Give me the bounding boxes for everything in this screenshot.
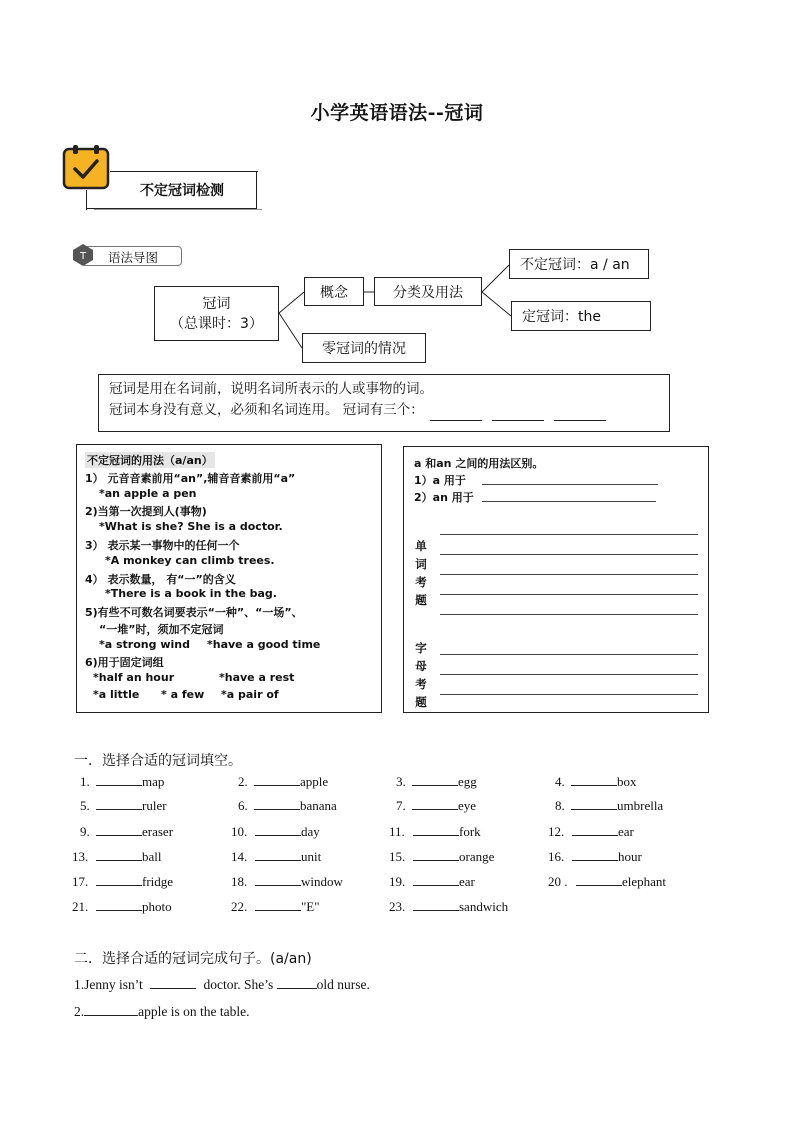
sentence-2 [74, 1003, 249, 1020]
sentence-1-part-c: old nurse. [316, 977, 370, 992]
section-label: 不定冠词检测 [140, 183, 224, 199]
item-number: 23. [389, 899, 406, 914]
item-number: 21. [72, 899, 89, 914]
usage-example-2: *What is she? She is a doctor. [99, 520, 283, 533]
item-word: egg [458, 774, 477, 789]
item-number: 12. [548, 824, 565, 839]
fill-blank-item [389, 823, 481, 840]
item-number: 3. [396, 774, 406, 789]
usage-example-4: *There is a book in the bag. [105, 587, 277, 600]
item-word: ear [459, 874, 475, 889]
item-number: 7. [396, 798, 406, 813]
a-use-label: 1）a 用于 [414, 474, 466, 487]
letter-test-char: 母 [415, 659, 427, 673]
sentence-1-part-a: 1.Jenny isn’t [74, 977, 143, 992]
answer-blank[interactable] [492, 406, 544, 421]
fill-blank-item [548, 873, 666, 890]
node-indefinite-article: 不定冠词：a / an [509, 249, 649, 279]
sentence-2-part-b: apple is on the table. [138, 1004, 250, 1019]
answer-blank[interactable] [554, 406, 606, 421]
grammar-map-label: 语法导图 [108, 250, 159, 265]
item-number: 10. [231, 824, 248, 839]
usage-example-6b: *have a rest [219, 671, 295, 684]
answer-blank[interactable] [571, 773, 617, 786]
item-word: fork [459, 824, 481, 839]
letter-answer-line[interactable] [440, 654, 698, 655]
node-classification: 分类及用法 [374, 277, 482, 306]
answer-blank[interactable] [413, 823, 459, 836]
center-title: 冠词 [202, 295, 231, 312]
answer-blank[interactable] [576, 873, 622, 886]
item-number: 20 . [548, 874, 568, 889]
answer-blank[interactable] [84, 1003, 138, 1016]
item-word: elephant [622, 874, 667, 889]
item-number: 16. [548, 849, 565, 864]
usage-rule-5: 5)有些不可数名词要表示“一种”、“一场”、 [85, 606, 303, 619]
answer-blank[interactable] [255, 898, 301, 911]
answer-blank[interactable] [254, 797, 300, 810]
item-number: 22. [231, 899, 248, 914]
item-number: 8. [555, 798, 565, 813]
item-number: 6. [238, 798, 248, 813]
answer-blank[interactable] [413, 848, 459, 861]
word-answer-line[interactable] [440, 534, 698, 535]
part1-heading: 一．选择合适的冠词填空。 [74, 753, 242, 769]
a-an-heading: a 和an 之间的用法区别。 [414, 457, 544, 470]
concept-line-2-text: 冠词本身没有意义，必须和名词连用。 冠词有三个： [109, 402, 424, 418]
answer-blank[interactable] [430, 406, 482, 421]
fill-blank-item [72, 848, 162, 865]
item-word: sandwich [459, 899, 509, 914]
usage-example-5a: *a strong wind [99, 638, 190, 651]
fill-blank-item [389, 848, 494, 865]
item-number: 2. [238, 774, 248, 789]
concept-line-2 [109, 400, 659, 421]
answer-blank[interactable] [96, 873, 142, 886]
answer-blank[interactable] [96, 797, 142, 810]
sentence-1 [74, 976, 370, 993]
fill-blank-item [396, 797, 476, 814]
letter-answer-line[interactable] [440, 694, 698, 695]
answer-blank[interactable] [96, 898, 142, 911]
word-answer-line[interactable] [440, 574, 698, 575]
usage-example-6a: *half an hour [93, 671, 175, 684]
item-number: 11. [389, 824, 405, 839]
item-word: banana [300, 798, 337, 813]
center-subtitle: （总课时：3） [170, 315, 263, 332]
item-number: 17. [72, 874, 89, 889]
item-word: ball [142, 849, 162, 864]
usage-rule-4: 4） 表示数量， 有“一”的含义 [85, 573, 236, 586]
item-word: box [617, 774, 637, 789]
a-use-blank[interactable] [482, 484, 658, 485]
item-number: 18. [231, 874, 248, 889]
usage-example-6e: *a pair of [221, 688, 279, 701]
item-word: hour [618, 849, 642, 864]
item-word: fridge [142, 874, 174, 889]
item-word: ruler [142, 798, 167, 813]
svg-text:T: T [79, 251, 87, 262]
word-answer-line[interactable] [440, 594, 698, 595]
word-test-char: 单 [415, 539, 427, 553]
usage-example-6d: * a few [161, 688, 205, 701]
answer-blank[interactable] [255, 848, 301, 861]
answer-blank[interactable] [413, 898, 459, 911]
usage-example-3: *A monkey can climb trees. [105, 554, 275, 567]
fill-blank-item [396, 773, 477, 790]
usage-rule-1: 1） 元音音素前用“an”,辅音音素前用“a” [85, 472, 296, 485]
fill-blank-item [555, 797, 663, 814]
answer-blank[interactable] [96, 823, 142, 836]
letter-answer-line[interactable] [440, 674, 698, 675]
answer-blank[interactable] [572, 848, 618, 861]
item-number: 14. [231, 849, 248, 864]
word-test-char: 词 [415, 557, 427, 571]
answer-blank[interactable] [277, 976, 317, 989]
fill-blank-item [389, 873, 475, 890]
letter-test-char: 考 [415, 677, 427, 691]
item-word: unit [301, 849, 322, 864]
fill-blank-item [231, 873, 343, 890]
item-number: 5. [80, 798, 90, 813]
usage-rule-5-cont: “一堆”时，须加不定冠词 [99, 623, 224, 636]
fill-blank-item [555, 773, 637, 790]
sentence-2-part-a: 2. [74, 1004, 85, 1019]
concept-line-1: 冠词是用在名词前，说明名词所表示的人或事物的词。 [109, 381, 433, 397]
sentence-1-part-b: doctor. She’s [203, 977, 274, 992]
item-number: 9. [80, 824, 90, 839]
fill-blank-item [238, 773, 328, 790]
fill-blank-item [80, 823, 173, 840]
an-use-label: 2）an 用于 [414, 491, 474, 504]
answer-blank[interactable] [412, 797, 458, 810]
node-zero-article: 零冠词的情况 [302, 333, 426, 363]
fill-blank-item [72, 898, 172, 915]
fill-blank-item [231, 848, 321, 865]
concept-box [98, 374, 670, 432]
item-word: photo [142, 899, 172, 914]
item-word: eraser [142, 824, 174, 839]
item-number: 1. [80, 774, 90, 789]
word-answer-line[interactable] [440, 554, 698, 555]
item-number: 4. [555, 774, 565, 789]
fill-blank-item [548, 848, 642, 865]
item-word: day [301, 824, 320, 839]
word-test-char: 考 [415, 575, 427, 589]
letter-test-char: 题 [415, 695, 427, 709]
mind-map-center [154, 286, 279, 341]
node-concept: 概念 [304, 277, 364, 306]
usage-heading: 不定冠词的用法（a/an） [87, 454, 213, 467]
item-word: apple [300, 774, 329, 789]
item-word: "E" [301, 899, 320, 914]
item-word: map [142, 774, 165, 789]
item-number: 13. [72, 849, 89, 864]
answer-blank[interactable] [96, 848, 142, 861]
item-word: ear [618, 824, 634, 839]
usage-rule-3: 3） 表示某一事物中的任何一个 [85, 539, 240, 552]
page-title: 小学英语语法--冠词 [310, 102, 484, 124]
answer-blank[interactable] [413, 873, 459, 886]
usage-example-1: *an apple a pen [99, 487, 197, 500]
item-word: umbrella [617, 798, 664, 813]
answer-blank[interactable] [255, 823, 301, 836]
answer-blank[interactable] [96, 773, 142, 786]
usage-rule-2: 2)当第一次提到人(事物) [85, 505, 207, 518]
item-word: orange [459, 849, 495, 864]
item-word: eye [458, 798, 477, 813]
an-use-blank[interactable] [482, 501, 656, 502]
a-an-panel [403, 446, 709, 713]
usage-panel [76, 444, 382, 713]
answer-blank[interactable] [571, 797, 617, 810]
fill-blank-item [548, 823, 634, 840]
answer-blank[interactable] [572, 823, 618, 836]
usage-example-5b: *have a good time [207, 638, 321, 651]
item-number: 19. [389, 874, 406, 889]
fill-blank-item [80, 773, 164, 790]
fill-blank-item [80, 797, 167, 814]
answer-blank[interactable] [255, 873, 301, 886]
part2-heading: 二．选择合适的冠词完成句子。(a/an) [74, 951, 312, 967]
node-definite-article: 定冠词：the [511, 301, 651, 331]
usage-rule-6: 6)用于固定词组 [85, 656, 164, 669]
answer-blank[interactable] [412, 773, 458, 786]
answer-blank[interactable] [254, 773, 300, 786]
fill-blank-item [389, 898, 508, 915]
answer-blank[interactable] [150, 976, 196, 989]
word-answer-line[interactable] [440, 614, 698, 615]
fill-blank-item [72, 873, 173, 890]
fill-blank-item [238, 797, 337, 814]
item-word: window [301, 874, 343, 889]
fill-blank-item [231, 898, 320, 915]
word-test-char: 题 [415, 593, 427, 607]
fill-blank-item [231, 823, 320, 840]
usage-example-6c: *a little [93, 688, 140, 701]
letter-test-char: 字 [415, 641, 427, 655]
item-number: 15. [389, 849, 406, 864]
